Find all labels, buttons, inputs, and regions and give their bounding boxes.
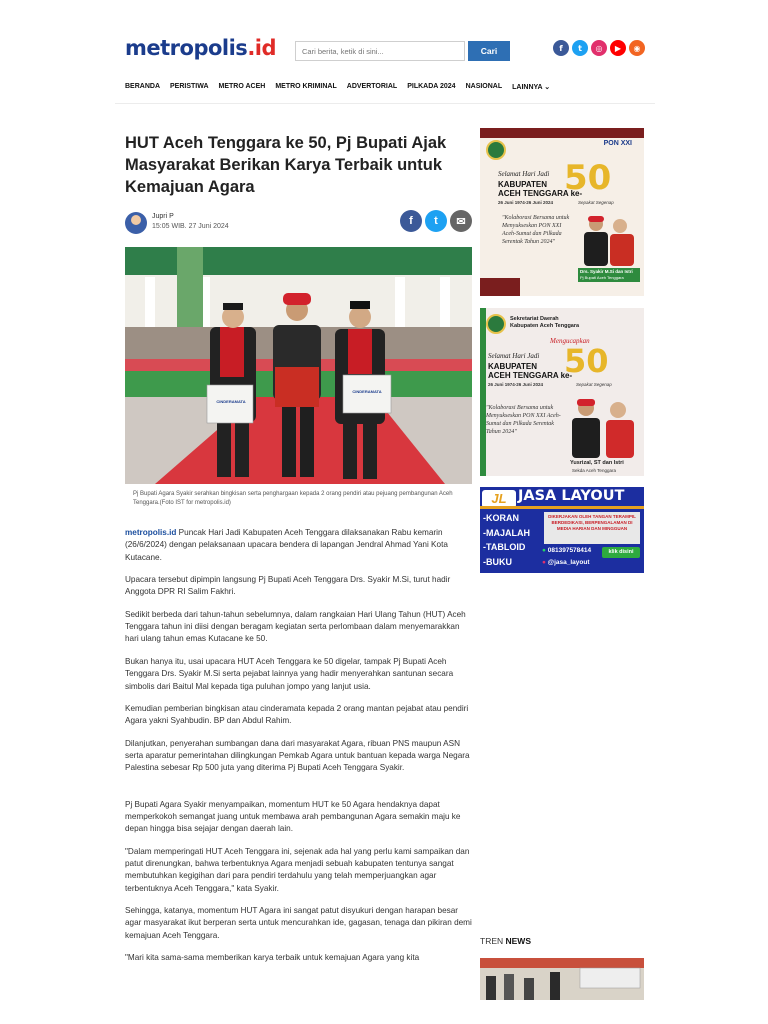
aceh-tenggara-emblem-icon <box>486 140 506 160</box>
nav-item[interactable]: LAINNYA ⌄ <box>512 84 551 91</box>
nav-item[interactable]: METRO ACEH <box>218 83 266 90</box>
article-body <box>125 527 473 975</box>
share-email-icon[interactable]: ✉ <box>450 210 472 232</box>
main-nav <box>125 83 550 91</box>
twitter-icon[interactable]: t <box>572 40 588 56</box>
ad-anniversary-number: 50 <box>564 342 609 380</box>
ad-service-item: -KORAN <box>483 513 519 523</box>
article-paragraph: metropolis.id Puncak Hari Jadi Kabupaten Aceh Tenggara dilaksanakan Rabu kemarin (26/6/2024) dengan pelaksanaan upacara bendera di lapangan Jendral Ahmad Yani Kota Kutacane. <box>125 528 448 562</box>
rss-icon[interactable]: ◉ <box>629 40 645 56</box>
article-paragraph: Sedikit berbeda dari tahun-tahun sebelumnya, dalam rangkaian Hari Ulang Tahun (HUT) Aceh Tenggara tahun ini diisi dengan beragam kegiatan serta perlombaan dalam menyemarakkan hari ulang tahun emas Kutacane ke 50. <box>125 609 466 644</box>
nav-item[interactable]: NASIONAL <box>465 83 503 90</box>
tren-news-thumbnail[interactable] <box>480 958 644 1000</box>
share-buttons <box>400 210 472 232</box>
article-date: 15:05 WIB. 27 Juni 2024 <box>152 223 229 230</box>
ad-quote: "Kolaborasi Bersama untuk Menyukseskan PON XXI Aceh-Sumut dan Pilkada Serentak Tahun 2024" <box>502 215 570 245</box>
article-paragraph: Bukan hanya itu, usai upacara HUT Aceh Tenggara ke 50 digelar, tampak Pj Bupati Aceh Tenggara Drs. Syakir M.Si serta pejabat lainnya yang hadir menyerahkan santunan secara simbolis dari Baitul Mal kepada tiga puluhan jompo yang lanjut usia. <box>125 656 454 691</box>
ad-side-stripe <box>480 308 486 476</box>
nav-item[interactable]: PILKADA 2024 <box>407 83 456 90</box>
author-name[interactable]: Jupri P <box>152 213 174 220</box>
gift-box-right-label: CINDERAMATA <box>352 389 382 394</box>
ad-couple-photo <box>566 394 640 458</box>
search-button[interactable]: Cari <box>468 41 510 61</box>
source-link[interactable]: metropolis.id <box>125 528 177 537</box>
ad-quote: "Kolaborasi Bersama untuk Menyukseskan PON XXI Aceh-Sumut dan Pilkada Serentak Tahun 2024" <box>486 405 561 435</box>
social-links <box>553 40 645 56</box>
nav-item[interactable]: ADVERTORIAL <box>346 83 398 90</box>
ad-ornament <box>480 278 520 296</box>
site-header <box>125 36 645 66</box>
ad-service-item: -BUKU <box>483 556 512 567</box>
facebook-icon[interactable]: f <box>553 40 569 56</box>
ad-divider <box>480 506 644 509</box>
search-input[interactable] <box>295 41 465 61</box>
aceh-tenggara-emblem-icon <box>486 314 506 334</box>
nav-item[interactable]: PERISTIWA <box>170 83 209 90</box>
article-paragraph: "Dalam memperingati HUT Aceh Tenggara ini, sejenak ada hal yang perlu kami sampaikan dan patut direnungkan, bahwa terbentuknya Agara menjadi sebuah kabupaten tentunya sangat membutuhkan kegigihan dari para pendiri terdahulu yang telah memperjuangkan agar terbentuknya Aceh Tenggara," kata Syakir. <box>125 846 470 893</box>
site-logo[interactable]: metropolis.id <box>125 36 277 60</box>
ad-pon-label: PON XXI <box>603 140 632 147</box>
nav-item[interactable]: METRO KRIMINAL <box>275 83 337 90</box>
sidebar-ad-hut-sekda[interactable]: Sekretariat Daerah Kabupaten Aceh Tenggara Mengucapkan Selamat Hari Jadi KABUPATEN ACEH TENGGARA ke- 50 26 Juni 1974-26 Juni 2024 Sepakat Segenap "Kolaborasi Bersama untuk Menyukseskan PON XXI Aceh-Sumut dan Pilkada Serentak Tahun 2024" Yusrizal, ST dan Istri Sekda Aceh Tenggara <box>480 308 644 476</box>
instagram-icon[interactable]: ◎ <box>591 40 607 56</box>
article-paragraph: Upacara tersebut dipimpin langsung Pj Bupati Aceh Tenggara Drs. Syakir M.Si, turut hadir Anggota DPR RI Salim Fakhri. <box>125 575 451 597</box>
author-avatar <box>125 212 147 234</box>
article-paragraph: Kemudian pemberian bingkisan atau cinderamata kepada 2 orang mantan pejabat atau pendiri Agara yakni Syahbudin. BP dan Abdul Rahim. <box>125 704 469 726</box>
ad-service-list <box>483 511 530 569</box>
ad-phone: ● 081397578414 <box>542 547 592 554</box>
ad-cta-button[interactable]: klik disini <box>602 547 640 558</box>
youtube-icon[interactable]: ▶ <box>610 40 626 56</box>
article-paragraph: Dilanjutkan, penyerahan sumbangan dana dari masyarakat Agara, ribuan PNS maupun ASN serta aparatur pemerintahan dilingkungan Pemkab Agara untuk bantuan kepada warga Negara Palestina sebesar Rp 500 juta yang diterima Pj Bupati Aceh Tenggara Syakir. <box>125 738 470 773</box>
ad-border-top <box>480 128 644 138</box>
jasa-layout-logo-icon: JL <box>482 490 516 508</box>
tren-news-heading: TREN NEWS <box>480 936 531 946</box>
article-paragraph: "Mari kita sama-sama memberikan karya terbaik untuk kemajuan Agara yang kita <box>125 953 420 963</box>
instagram-icon: ● <box>542 559 546 566</box>
article-photo-scene <box>125 247 472 484</box>
whatsapp-icon: ● <box>542 547 546 554</box>
article-paragraph: Pj Bupati Agara Syakir menyampaikan, momentum HUT ke 50 Agara hendaknya dapat memperkokoh semangat juang untuk membawa arah pembangunan Agara semakin maju ke depan hingga bisa sejajar dengan daerah lain. <box>125 799 461 834</box>
article-paragraph: Sehingga, katanya, momentum HUT Agara ini sangat patut disyukuri dengan harapan besar agar masyarakat ikut berperan serta untuk mencurahkan ide, gagasan, tenaga dan pikiran demi kemajuan Aceh Tenggara. <box>125 906 472 940</box>
share-twitter-icon[interactable]: t <box>425 210 447 232</box>
ad-service-item: -TABLOID <box>483 542 526 552</box>
photo-caption: Pj Bupati Agara Syakir serahkan bingkisan serta penghargaan kepada 2 orang pendiri atau pejuang pembangunan Aceh Tenggara.(Foto IST for metropolis.id) <box>133 491 453 506</box>
ad-service-item: -MAJALAH <box>483 527 530 538</box>
ad-instagram: ● @jasa_layout <box>542 559 590 566</box>
ad-couple-photo <box>578 212 638 266</box>
ad-note: DIKERJAKAN OLEH TANGAN TERAMPIL BERDEDIKASI, BERPENGALAMAN DI MEDIA HARIAN DAN MINGGUAN <box>544 512 640 544</box>
share-facebook-icon[interactable]: f <box>400 210 422 232</box>
article-photo <box>125 247 472 484</box>
article-title: HUT Aceh Tenggara ke 50, Pj Bupati Ajak Masyarakat Berikan Karya Terbaik untuk Kemajuan Agara <box>125 134 447 196</box>
sidebar-ad-jasa-layout[interactable] <box>480 487 644 573</box>
ad-anniversary-number: 50 <box>564 158 612 198</box>
sidebar-ad-hut-bupati[interactable]: PON XXI Selamat Hari Jadi KABUPATEN ACEH TENGGARA ke- 50 26 Juni 1974-26 Juni 2024 Sepakat Segenap "Kolaborasi Bersama untuk Menyukseskan PON XXI Aceh-Sumut dan Pilkada Serentak Tahun 2024" Drs. Syakir M.Si dan Istri Pj Bupati Aceh Tenggara <box>480 128 644 296</box>
nav-divider <box>115 103 655 104</box>
gift-box-left-label: CINDERAMATA <box>216 399 246 404</box>
nav-item[interactable]: BERANDA <box>125 83 160 90</box>
ad-title: JASA LAYOUT <box>518 488 625 504</box>
